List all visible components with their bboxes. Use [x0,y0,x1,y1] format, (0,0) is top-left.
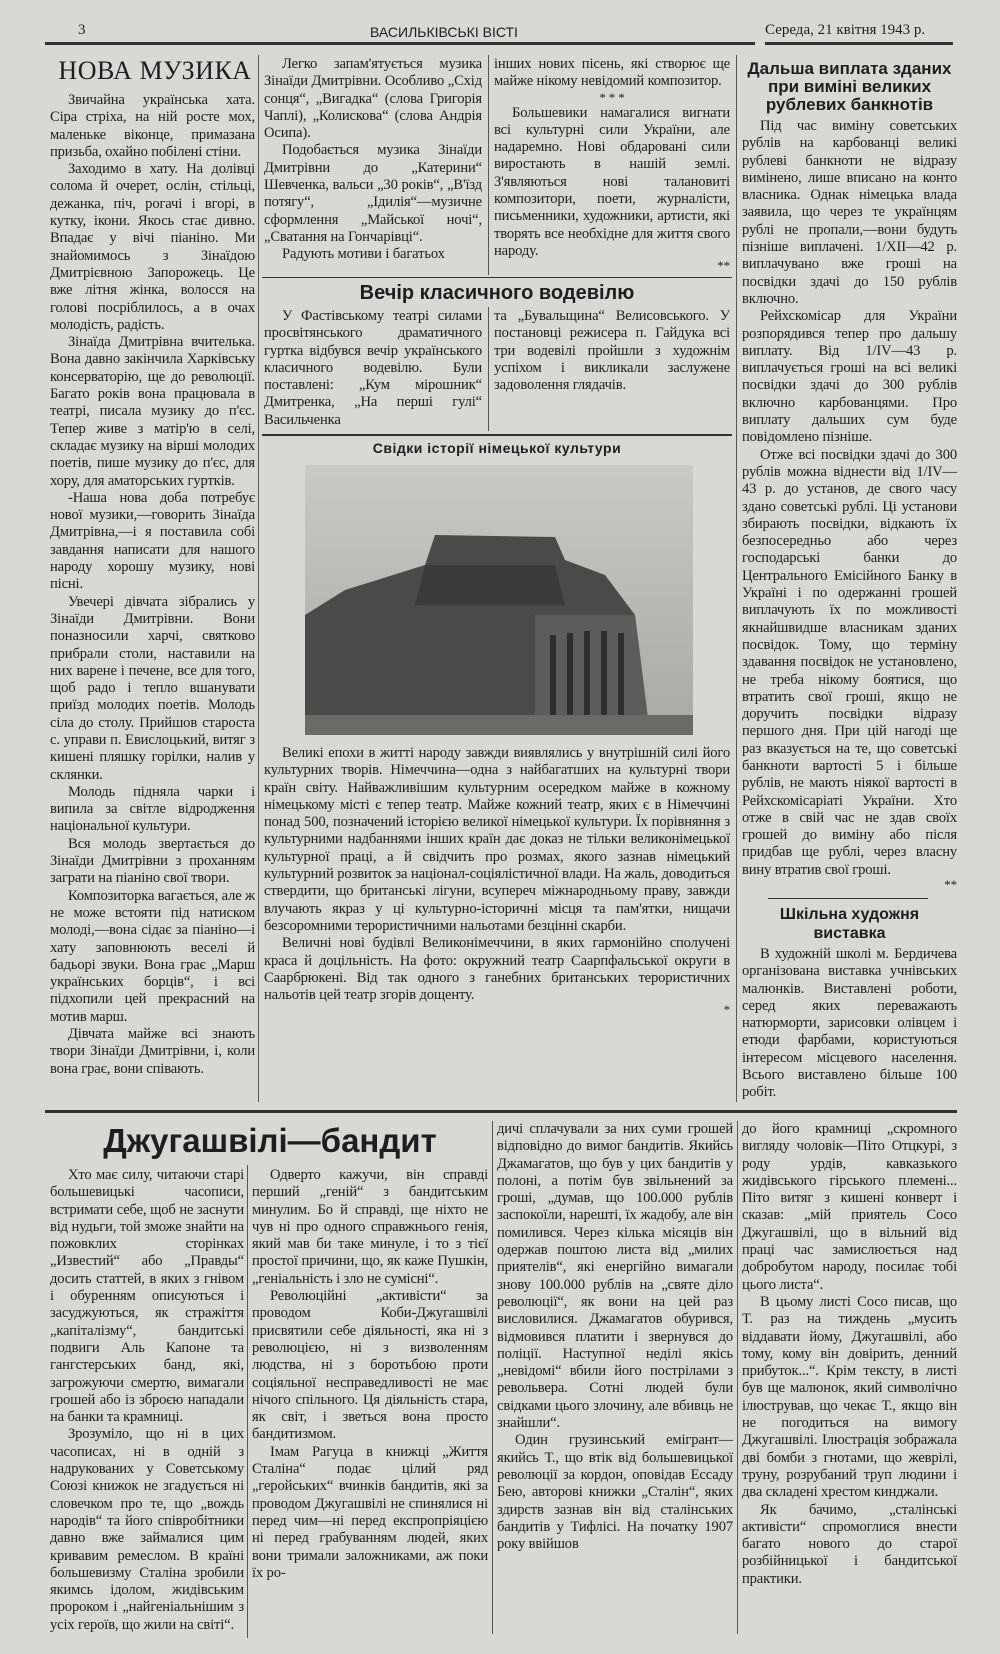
page-section-rule [45,1110,957,1113]
masthead-rule [45,42,755,45]
article-body-nova-muzyka-col1 [50,92,255,1078]
signature: ** [717,258,730,274]
column-divider [737,1121,738,1634]
article-title-dzhugashvili: Джугашвілі—бандит [103,1122,437,1159]
paragraph: Зрозуміло, що ні в цих часописах, ні в одній з надрукованих у Советському Союзі книжок не згадується ні словечком про те, що „вождь народів“ та його співробітники давно вже займалися цим кривавим ремеслом. В країні большевизму Сталіна зробили якимсь ідолом, жидівським пророком і „найгеніальнішим з усіх героїв, що жили на світі“. [50,1426,244,1633]
paragraph: Легко запам'ятується музика Зінаїди Дмитрівни. Особливо „Схід сонця“, „Вигадка“ (слова Григорія Чаплі), „Колискова“ (слова Андрія Осипа). [264,56,482,142]
paragraph: Імам Рагуца в книжці „Життя Сталіна“ подає цілий ряд „геройських“ вчинків бандитів, які за проводом Джугашвілі не спинялися ні перед чим—ні перед експропріяцією ні перед грабуванням людей, яких вони тримали заложниками, аж поки їх ро- [252,1443,488,1581]
paragraph: Великі епохи в житті народу завжди виявлялись у внутрішній силі його культурних творів. Німеччина—одна з найбагатших на культурні твори країн світу. Найважливішим культурним осередком майже в кожному німецькому місті є тепер театр. Майже кожний театр, яких є в Німеччині понад 500, позначений історією великої німецької культури. Їх порівняння з культурними надбаннями інших країн дає доказ не тільки великонімецької культурної праці, а й свідчить про розмах, якого зазнав німецький культурний розвиток за націонал-соціялістичної влади. На жаль, доводиться ствердити, що британські лігуни, всупереч міжнародньому праву, завжди влучають якраз у ці культурно-історичні місця та пам'ятки, нищачи безсоромними терористичними нальотами безцінні скарби. [264,745,730,934]
theatre-photo [305,465,693,735]
article-body-dzhugashvili-col3 [497,1121,733,1553]
article-title-vyplata: Дальша виплата зданих при виміні великих рублевих банкнотів [747,59,952,114]
paragraph: Рейхскомісар для України розпорядився тепер про дальшу виплату. Від 1/IV—43 р. виплачується гроші на всі великі посвідки здачі до 300 рублів включно карбованцями. Про виплату дальших сум буде повідомлено пізніше. [742,308,957,446]
column-divider [247,1165,248,1638]
article-title-vodevil: Вечір класичного водевілю [359,282,635,304]
issue-date: Середа, 21 квітня 1943 р. [765,22,926,38]
paragraph: Під час виміну советських рублів на карбованці великі рублеві банкноти не відразу вимінено, лише вписано на конто власника. Однак німецька влада заявила, що через те українцям рублі не пропали,—вони будуть пізніше виплачені. 1/XII—42 р. виплачувано вже гроші на посвідки здачі до 150 рублів включно. [742,118,957,307]
separator-stars: * * * [599,89,625,105]
paragraph: Молодь підняла чарки і випила за світле відродження національної культури. [50,783,255,835]
paragraph: Увечері дівчата зібрались у Зінаїди Дмитрівни. Вони поназносили харчі, святково прибрали столи, наставили на них варене і печене, все для того, щоб радо і тепло вшанувати приїзд молодих поетів. Молодь сіла до столу. Прийшов староста с. управи п. Евислоцький, витяг з кишені пляшку горілки, налив у склянки. [50,593,255,783]
paragraph: Величні нові будівлі Великонімеччини, в яких гармонійно сполучені краса й доцільність. На фото: окружний театр Саарпфальської округи в Саарбрюкені. Від так одного з ганебних британських терористичних нальотів цей театр згорів дощенту. [264,935,730,1004]
article-body-vyplata [742,118,957,891]
paragraph: Радують мотиви і багатьох [282,246,445,263]
paragraph: В цьому листі Сосо писав, що Т. раз на тиждень „мусить віддавати йому, Джугашвілі, або тому, кому він довірить, денний прибуток...“. Крім тексту, в листі був ще малюнок, який символічно ілюстрував, що чекає Т., якщо він не погодиться на вимогу Джугашвілі. Ілюстрація зображала дві бомби з гнотами, що жеврілі, труну, розрубаний труп людини і два складені хрестом кинджали. [742,1293,957,1501]
paragraph: інших нових пісень, які створює ще майже нікому невідомий композитор. [494,56,730,90]
signature: * [723,1002,730,1018]
signature: ** [944,877,957,893]
paragraph: Подобається музика Зінаїди Дмитрівни до „Катерини“ Шевченка, вальси „30 років“, „В'їзд потягу“, „Ідилія“—музичне сформлення „Майської ночі“, „Сватання на Гончарівці“. [264,142,482,245]
paragraph: У Фастівському театрі силами просвітянського драматичного гуртка відбувся вечір українського класичного водевілю. Були поставлені: „Кум мірошник“ Дмитренка, „На перші гулі“ Васильченка [264,308,482,428]
article-title-culture: Свідки історії німецької культури [372,440,622,456]
article-body-dzhugashvili-col4 [742,1121,957,1588]
paragraph: Вся молодь звертається до Зінаїди Дмитрівни з проханням заграти на піаніно свої твори. [50,835,255,887]
article-title-vystavka: Шкільна художня виставка [779,906,920,942]
article-body-dzhugashvili-col1 [50,1167,244,1634]
newspaper-name: ВАСИЛЬКІВСЬКІ ВІСТІ [370,24,518,40]
page-number: 3 [78,22,86,38]
article-body-culture [264,745,730,1016]
column-divider [736,55,737,1102]
section-rule [768,898,928,899]
article-body-vodevil-right [494,308,730,394]
article-body-dzhugashvili-col2 [252,1167,488,1582]
paragraph: Одверто кажучи, він справді перший „геній“ з бандитським минулим. Бо й справді, ще ніхто не чув ні про одного справжнього генія, який мав би таке минуле, і то з тієї простої причини, що, як каже Пушкін, „геніальність і зло не сумісні“. [252,1167,488,1287]
article-body-nova-muzyka-col3 [494,56,730,272]
masthead-rule-right [765,42,953,45]
article-body-vodevil-left [264,308,482,429]
paragraph: дичі сплачували за них суми грошей відповідно до вимог бандитів. Якийсь Джамагатов, що був у цих бандитів у полоні, а потім був звільнений за гроші, „думав, що 100.000 рублів заспокоїли, нарешті, їх жадобу, але він помилився. Через кілька місяців він одержав поштою листа від „милих приятелів“, які енергійно вимагали знову 100.000 рублів на „святе діло революції“, як вони на цей раз висловилися. Джамагатов обурився, відмовився платити і звернувся до поліції. Наступної неділі якісь „невідомі“ вбили його пострілами з револьвера. Сотні людей були свідками цього злочину, але вбивць не знайшли“. [497,1121,733,1432]
paragraph: Один грузинський емігрант—якийсь Т., що втік від большевицької революції за кордон, оповідав Ессаду Бею, авторові книжки „Сталін“, яких здирств зазнав він від сталінських бандитів у Тифлісі. На початку 1907 року ввійшов [497,1432,733,1553]
article-title-nova-muzyka: НОВА МУЗИКА [58,56,252,85]
paragraph: Хто має силу, читаючи старі большевицькі часописи, встримати себе, щоб не заснути від нудьги, той зможе знайти на пожовклих сторінках „Известий“ або „Правды“ досить статтей, в яких з гнівом і обуренням описуються і засуджуються, як стражіття „капіталізму“, бандитські подвиги Аль Капоне та гангстерських банд, які, загрожуючи смертю, вимагали грошей або із зброєю нападали на банки та крамниці. [50,1167,244,1426]
column-divider [258,55,259,1102]
paragraph: Дівчата майже всі знають твори Зінаїди Дмитрівни, і, коли вона грає, вони співають. [50,1026,255,1077]
paragraph: та „Бувальщина“ Велисовського. У постановці режисера п. Гайдука всі три водевілі пройшли з художнім успіхом і викликали заслужене задоволення глядачів. [494,308,730,394]
column-divider [492,1121,493,1634]
paragraph: Отже всі посвідки здачі до 300 рублів можна віднести від 1/IV—43 р. до установ, де свого часу здано советські рублі. Ці установи збирають посвідки, відкають їх безпосередньо або через господарські банки до Центрального Емісійного Банку в Україні і по одержанні грошей виплачують їх по можливості якнайшвидше власникам зданих посвідок. Тому, що терміну здавання посвідок не установлено, не треба нікому боятися, що втратить свої гроші, якщо не доручить посвідки відразу першого дня. При цій нагоді ще раз вказується на те, що советські банкноти вартості 5 і більше рублів, не мають ніякої вартості в Рейхскомісаріаті України. Хто отже в свій час не здав своїх грошей до виміну або після придбав ще рублі, через власну вину втратив свої гроші. [742,446,957,878]
column-divider [488,55,489,275]
article-body-nova-muzyka-col2 [264,56,482,264]
paragraph: В художній школі м. Бердичева організована виставка учнівських малюнків. Виставлені роботи, серед яких переважають натюрморти, зарисовки олівцем і етюди фарбами, користуються інтересом місцевого населення. Всього виставлено більше 100 робіт. [742,946,957,1101]
paragraph: Як бачимо, „сталінські активісти“ спромоглися внести багато нового до старої розбійницької і бандитської практики. [742,1501,957,1587]
section-rule [262,277,732,278]
paragraph: Революційні „активісти“ за проводом Коби-Джугашвілі присвятили себе діяльності, яка ні з революцією, ні з визволенням людства, ні з боротьбою проти соціяльної несправедливості не має нічого спільного. Ця діяльність стара, як світ, і зветься вона просто бандитизмом. [252,1288,488,1443]
paragraph: Заходимо в хату. На долівці солома й очерет, ослін, стільці, дежанка, піч, рогачі і вгорі, в кутку, ікони. Якось стає дивно. Впадає у вічі піаніно. Ми знайомимось з Зінаїдою Дмитрієвною Запорожець. Це вже літня жінка, волосся на голові посріблилось, а в очах молодість, радість. [50,161,255,333]
paragraph: до його крамниці „скромного вигляду чоловік—Піто Отцкурі, з роду урдів, кавказького жидівського гірського племені... Піто витяг з кишені конверт і сказав: „мій приятель Сосо Джугашвілі, що в вільний від праці час замислюється над добробутом народу, посилає тобі цього листа“. [742,1121,957,1293]
section-rule [262,434,732,436]
article-body-vystavka [742,946,957,1102]
paragraph: Большевики намагалися вигнати всі культурні сили України, але надаремно. Нові обдаровані сили виростають в нашій землі. З'являються нові таланoвиті композитори, поети, журналісти, письменники, художники, артисти, які творять все необхідне для життя свого народу. [494,104,730,259]
paragraph: Зінаїда Дмитрівна вчителька. Вона давно закінчила Харківську консерваторію, ще до революції. Багато років вона працювала в театрі, писала музику до п'єс. Тепер живе з матір'ю в селі, складає музику на вірші молодих поетів, пише музику до п'єс, для хору, для аматорських гуртків. [50,334,255,489]
column-divider [488,307,489,431]
paragraph: Композиторка вагається, але ж не може встояти під натиском молоді,—вона сідає за піаніно—і хату заповнюють веселі й бадьорі звуки. Вона грає „Марш українських борців“, і всі підхопили цей прекрасний на мотив марш. [50,887,255,1025]
paragraph: Звичайна українська хата. Сіра стріха, на ній росте мох, маленьке віконце, примазана призьба, охайно побілені стіни. [50,92,255,160]
paragraph: -Наша нова доба потребує нової музики,—говорить Зінаїда Дмитрівна,—і я поставила собі завдання написати для нашого народу хорошу музику, нові пісні. [50,489,255,593]
